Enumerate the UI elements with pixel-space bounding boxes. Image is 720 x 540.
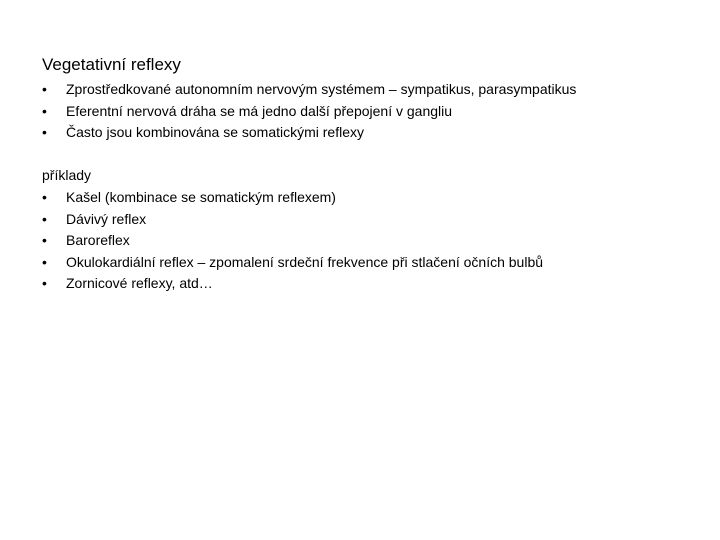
bullet-icon: • (42, 253, 47, 270)
list-item (42, 122, 576, 144)
list-item-text: Baroreflex (66, 232, 130, 248)
list-item-text: Dávivý reflex (66, 210, 147, 227)
bullet-icon: • (42, 275, 47, 291)
list-item-text: Zprostředkované autonomním nervovým systémem – sympatikus, parasympatikus (66, 81, 577, 97)
bullet-icon: • (42, 102, 47, 119)
list-item-text: Často jsou kombinována se somatickými reflexy (66, 124, 365, 140)
bullet-icon: • (42, 210, 47, 227)
list-item (42, 79, 576, 101)
slide-title: Vegetativní reflexy (42, 55, 181, 74)
list-item (42, 209, 543, 231)
list-item (42, 101, 576, 123)
list-item-text: Eferentní nervová dráha se má jedno další přepojení v gangliu (66, 102, 453, 119)
intro-list (42, 79, 576, 144)
bullet-icon: • (42, 189, 47, 205)
examples-label: příklady (42, 167, 92, 183)
bullet-icon: • (42, 124, 47, 140)
list-item (42, 252, 543, 274)
list-item-text: Kašel (kombinace se somatickým reflexem) (66, 189, 336, 205)
bullet-icon: • (42, 232, 47, 248)
list-item (42, 273, 543, 295)
list-item-text: Zornicové reflexy, atd… (66, 275, 213, 291)
list-item-text: Okulokardiální reflex – zpomalení srdeční frekvence při stlačení očních bulbů (66, 253, 544, 270)
bullet-icon: • (42, 81, 47, 97)
examples-list (42, 187, 543, 295)
list-item (42, 187, 543, 209)
list-item (42, 230, 543, 252)
